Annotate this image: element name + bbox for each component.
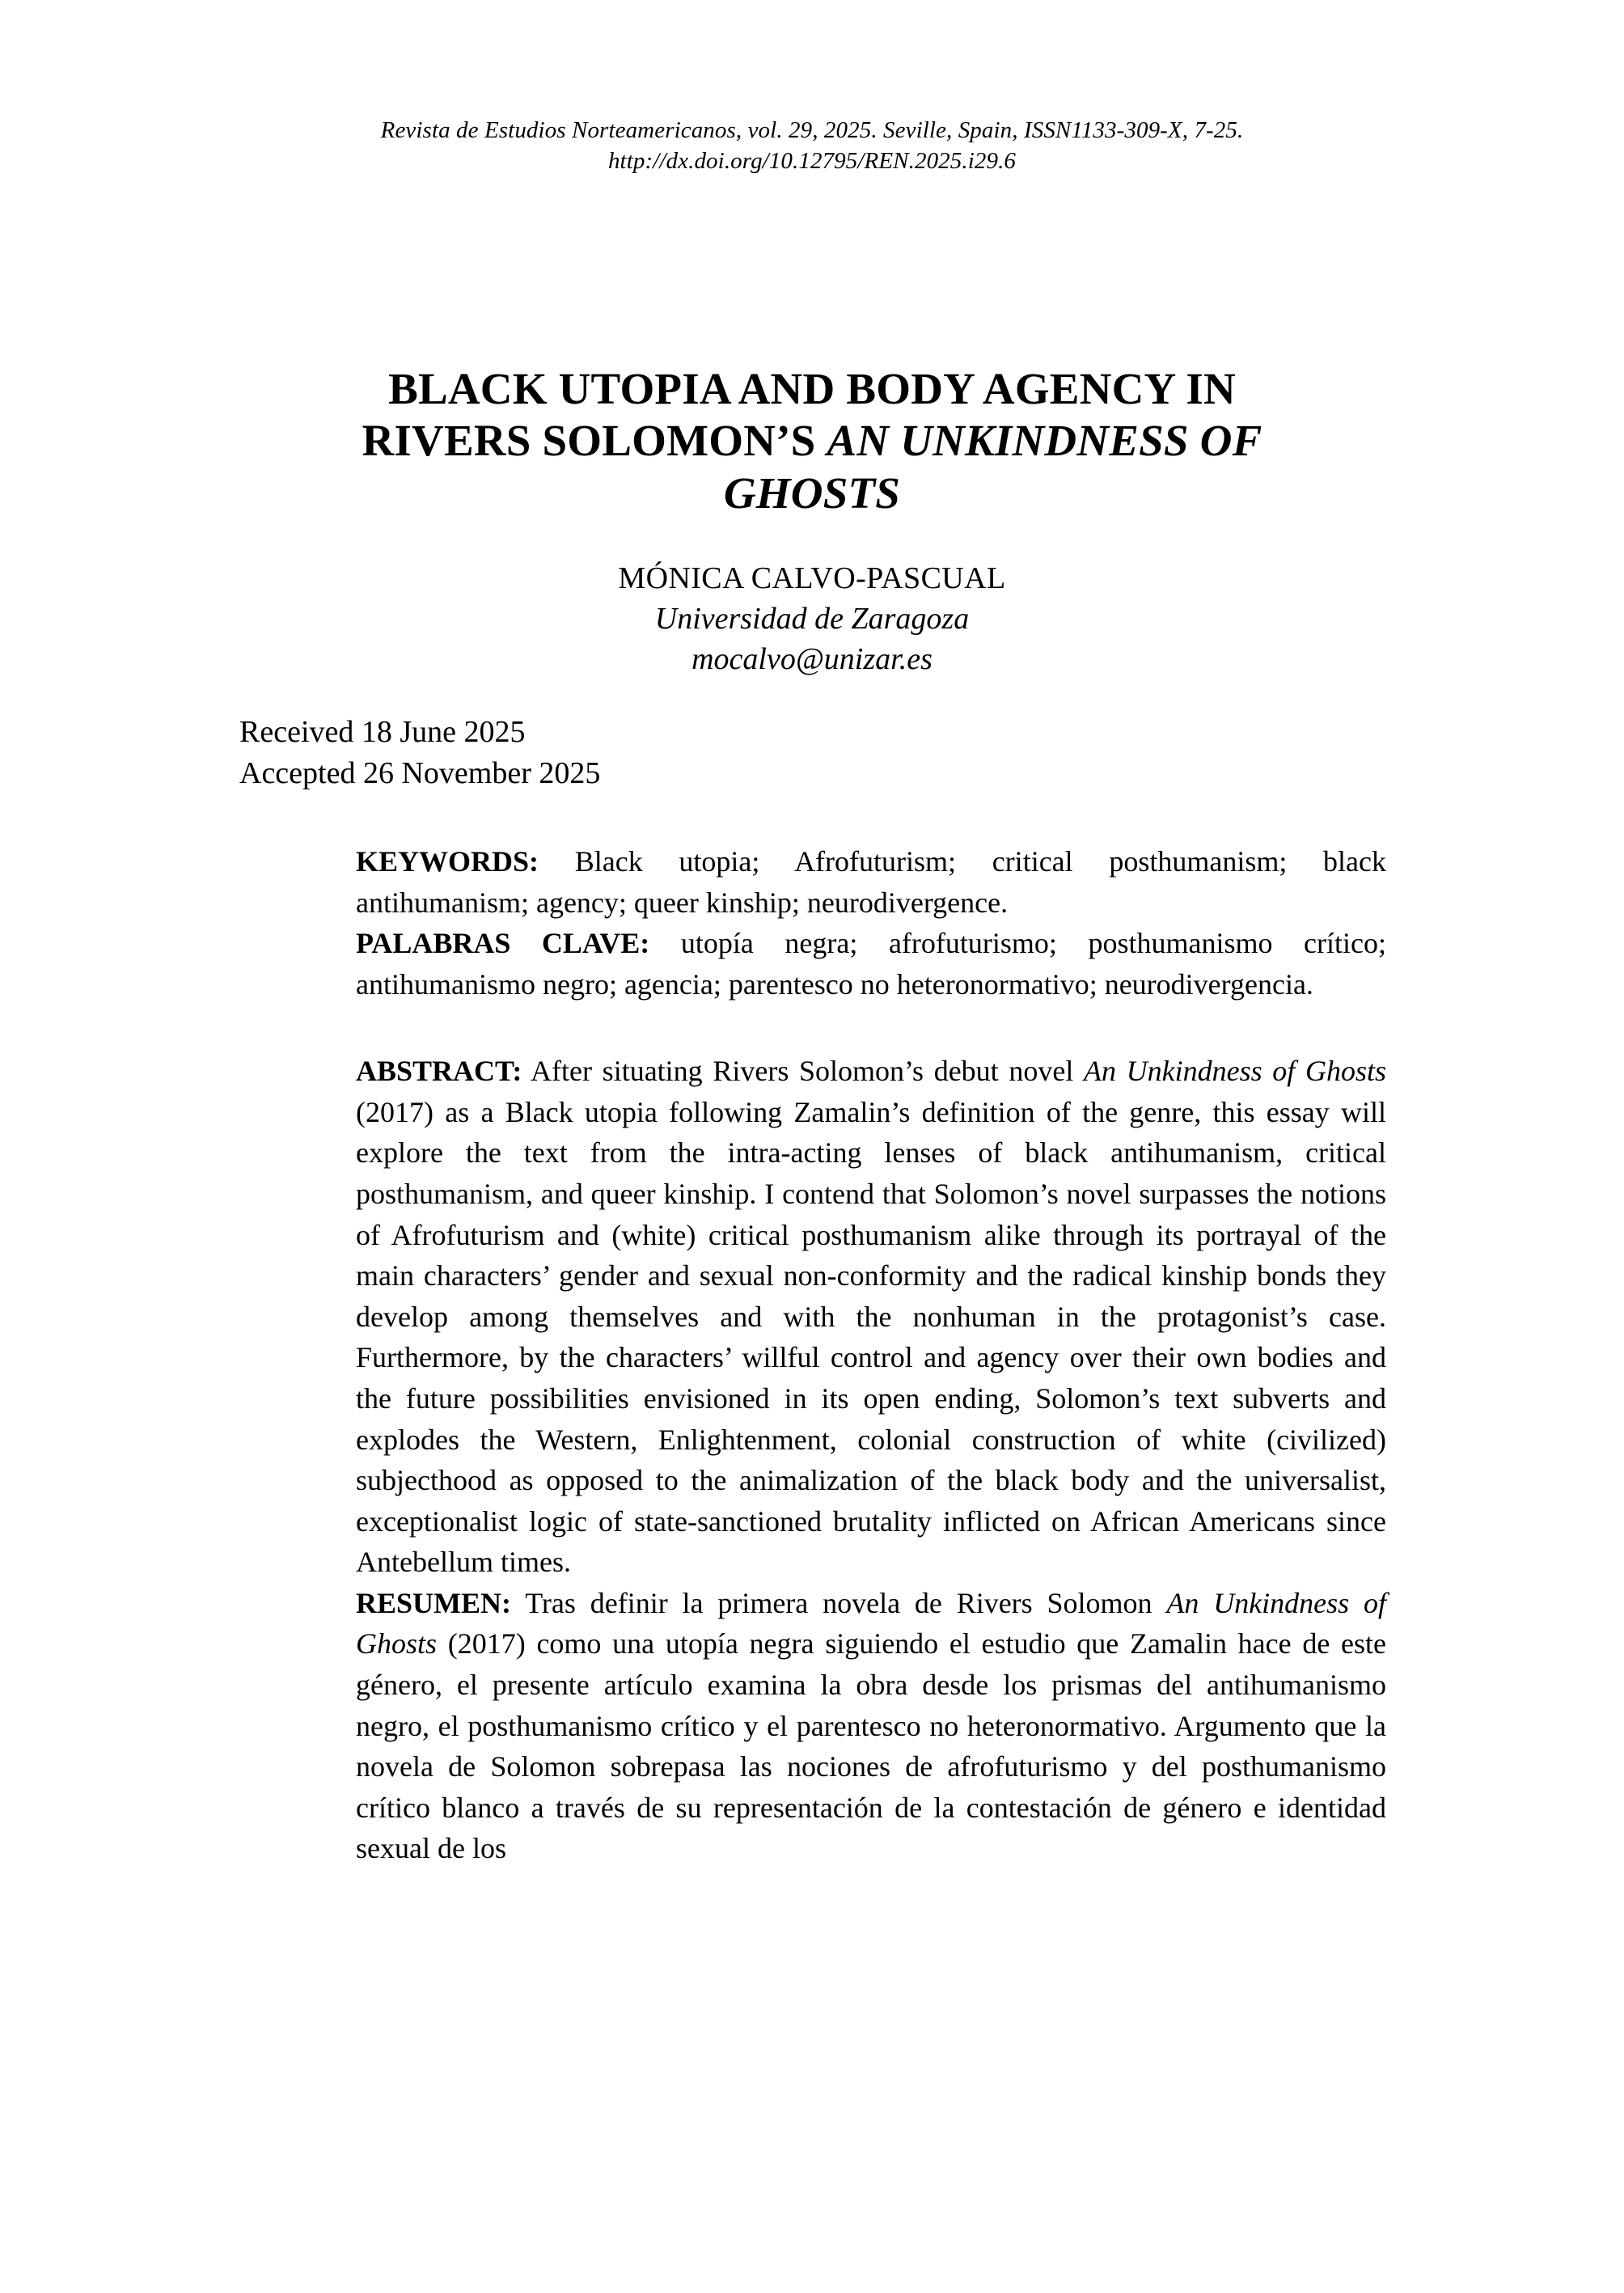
keywords-english: [356, 841, 1386, 923]
title-line-2-text: RIVERS SOLOMON’S: [362, 416, 827, 466]
abstract-section: [356, 841, 1386, 1869]
accepted-date: Accepted 26 November 2025: [239, 755, 601, 790]
keywords-spanish-label: PALABRAS CLAVE:: [356, 927, 650, 960]
abstract-spanish-label: RESUMEN:: [356, 1586, 512, 1619]
keywords-spanish-text: utopía negra; afrofuturismo; posthumanismo crítico; antihumanismo negro; agencia; parentesco no heteronormativo; neurodivergencia.: [356, 927, 1386, 1001]
author-email: mocalvo@unizar.es: [691, 642, 933, 677]
abstract-english-label: ABSTRACT:: [356, 1055, 522, 1088]
abstract-english-text-part1: After situating Rivers Solomon’s debut novel: [522, 1055, 1084, 1088]
abstract-spanish-text-part1: Tras definir la primera novela de Rivers Solomon: [511, 1586, 1167, 1619]
author-name: MÓNICA CALVO-PASCUAL: [618, 561, 1006, 595]
abstract-english-text-part2: (2017) as a Black utopia following Zamalin’s definition of the genre, this essay will explore the text from the intra-acting lenses of black antihumanism, critical posthumanism, and queer kinship. I contend that Solomon’s novel surpasses the notions of Afrofuturism and (white) critical posthumanism alike through its portrayal of the main characters’ gender and sexual non-conformity and the radical kinship bonds they develop among themselves and with the nonhuman in the protagonist’s case. Furthermore, by the characters’ willful control and agency over their own bodies and the future possibilities envisioned in its open ending, Solomon’s text subverts and explodes the Western, Enlightenment, colonial construction of white (civilized) subjecthood as opposed to the animalization of the black body and the universalist, exceptionalist logic of state-sanctioned brutality inflicted on African Americans since Antebellum times.: [356, 1095, 1386, 1579]
title-line-2: [220, 415, 1404, 467]
running-header: [0, 115, 1624, 177]
title-line-3-booktitle: GHOSTS: [723, 468, 901, 518]
author-block: [0, 558, 1624, 679]
keywords-spanish: [356, 923, 1386, 1005]
submission-dates: [239, 712, 600, 793]
keywords-english-text: Black utopia; Afrofuturism; critical posthumanism; black antihumanism; agency; queer kinship; neurodivergence.: [356, 845, 1386, 919]
abstract-spanish: [356, 1583, 1386, 1869]
abstract-spanish-booktitle: An Unkindness of Ghosts: [356, 1586, 1387, 1661]
abstract-english-booktitle: An Unkindness of Ghosts: [1084, 1055, 1386, 1088]
abstract-spanish-text-part2: (2017) como una utopía negra siguiendo el estudio que Zamalin hace de este género, el presente artículo examina la obra desde los prismas del antihumanismo negro, el posthumanismo crítico y el parentesco no heteronormativo. Argumento que la novela de Solomon sobrepasa las nociones de afrofuturismo y del posthumanismo crítico blanco a través de su representación de la contestación de género e identidad sexual de los: [356, 1627, 1386, 1865]
received-date: Received 18 June 2025: [239, 715, 526, 749]
page-title: [220, 363, 1404, 520]
author-affiliation: Universidad de Zaragoza: [654, 602, 970, 637]
journal-citation-line: Revista de Estudios Norteamericanos, vol. 29, 2025. Seville, Spain, ISSN1133-309-X, 7-25.: [380, 117, 1244, 143]
doi-line: http://dx.doi.org/10.12795/REN.2025.i29.6: [607, 148, 1017, 175]
title-line-3: [220, 467, 1404, 520]
keywords-english-label: KEYWORDS:: [356, 845, 539, 878]
title-line-1: BLACK UTOPIA AND BODY AGENCY IN: [388, 363, 1236, 413]
abstract-english: [356, 1051, 1386, 1583]
title-line-2-booktitle: AN UNKINDNESS OF: [827, 416, 1262, 466]
